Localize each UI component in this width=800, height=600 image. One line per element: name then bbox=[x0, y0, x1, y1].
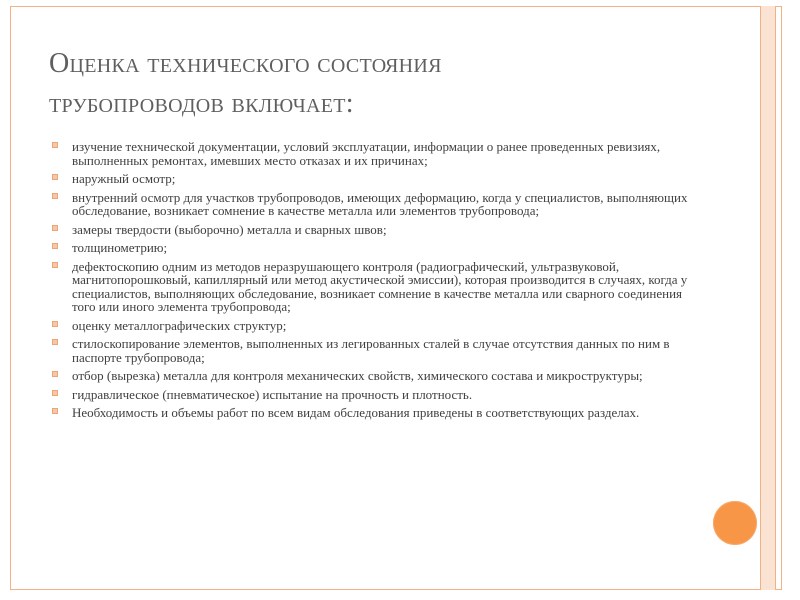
bullet-text: оценку металлографических структур; bbox=[72, 317, 287, 333]
slide-title-line-1: Оценка технического состояния bbox=[49, 48, 442, 79]
bullet-item bbox=[50, 319, 690, 333]
square-bullet-icon bbox=[52, 243, 58, 249]
square-bullet-icon bbox=[52, 390, 58, 396]
bullet-text: толщинометрию; bbox=[72, 240, 168, 255]
slide-title bbox=[49, 44, 729, 124]
decorative-side-band bbox=[760, 6, 776, 590]
square-bullet-icon bbox=[52, 321, 58, 327]
bullet-text: дефектоскопию одним из методов неразрушающего контроля (радиографический, ультразвуковой, магнитопорошковый, капиллярный или метод акустической эмиссии), которая производится в случаях, когда у специалистов, выполняющих обследование, возникает сомнение в качестве металла или сварного соединения того или иного элемента трубопровода; bbox=[72, 258, 688, 314]
square-bullet-icon bbox=[52, 371, 58, 377]
bullet-text: Необходимость и объемы работ по всем видам обследования приведены в соответствующих разделах. bbox=[72, 405, 640, 420]
bullet-item bbox=[50, 260, 690, 314]
square-bullet-icon bbox=[52, 408, 58, 414]
bullet-text: наружный осмотр; bbox=[72, 171, 176, 186]
square-bullet-icon bbox=[52, 262, 58, 268]
square-bullet-icon bbox=[52, 174, 58, 180]
square-bullet-icon bbox=[52, 225, 58, 231]
bullet-text: замеры твердости (выборочно) металла и сварных швов; bbox=[72, 221, 387, 237]
bullet-item bbox=[50, 172, 690, 186]
bullet-list bbox=[50, 140, 690, 425]
orange-circle-decoration bbox=[713, 501, 757, 545]
bullet-item bbox=[50, 388, 690, 402]
bullet-text: отбор (вырезка) металла для контроля механических свойств, химического состава и микроструктуры; bbox=[72, 368, 643, 383]
bullet-item bbox=[50, 191, 690, 218]
square-bullet-icon bbox=[52, 193, 58, 199]
square-bullet-icon bbox=[52, 339, 58, 345]
bullet-item bbox=[50, 337, 690, 364]
bullet-item bbox=[50, 369, 690, 383]
bullet-item bbox=[50, 223, 690, 237]
bullet-text: внутренний осмотр для участков трубопроводов, имеющих деформацию, когда у специалистов, выполняющих обследование, возникает сомнение в качестве металла или элементов трубопровода; bbox=[72, 189, 688, 218]
bullet-text: изучение технической документации, условий эксплуатации, информации о ранее проведенных ревизиях, выполненных ремонтах, имевших место отказах и их причинах; bbox=[72, 139, 661, 168]
bullet-item bbox=[50, 241, 690, 255]
bullet-item bbox=[50, 406, 690, 420]
bullet-item bbox=[50, 140, 690, 167]
bullet-text: гидравлическое (пневматическое) испытание на прочность и плотность. bbox=[72, 386, 473, 402]
slide-title-line-2: трубопроводов включает: bbox=[49, 88, 354, 119]
square-bullet-icon bbox=[52, 142, 58, 148]
bullet-text: стилоскопирование элементов, выполненных из легированных сталей в случае отсутствия данных по ним в паспорте трубопровода; bbox=[72, 336, 670, 365]
